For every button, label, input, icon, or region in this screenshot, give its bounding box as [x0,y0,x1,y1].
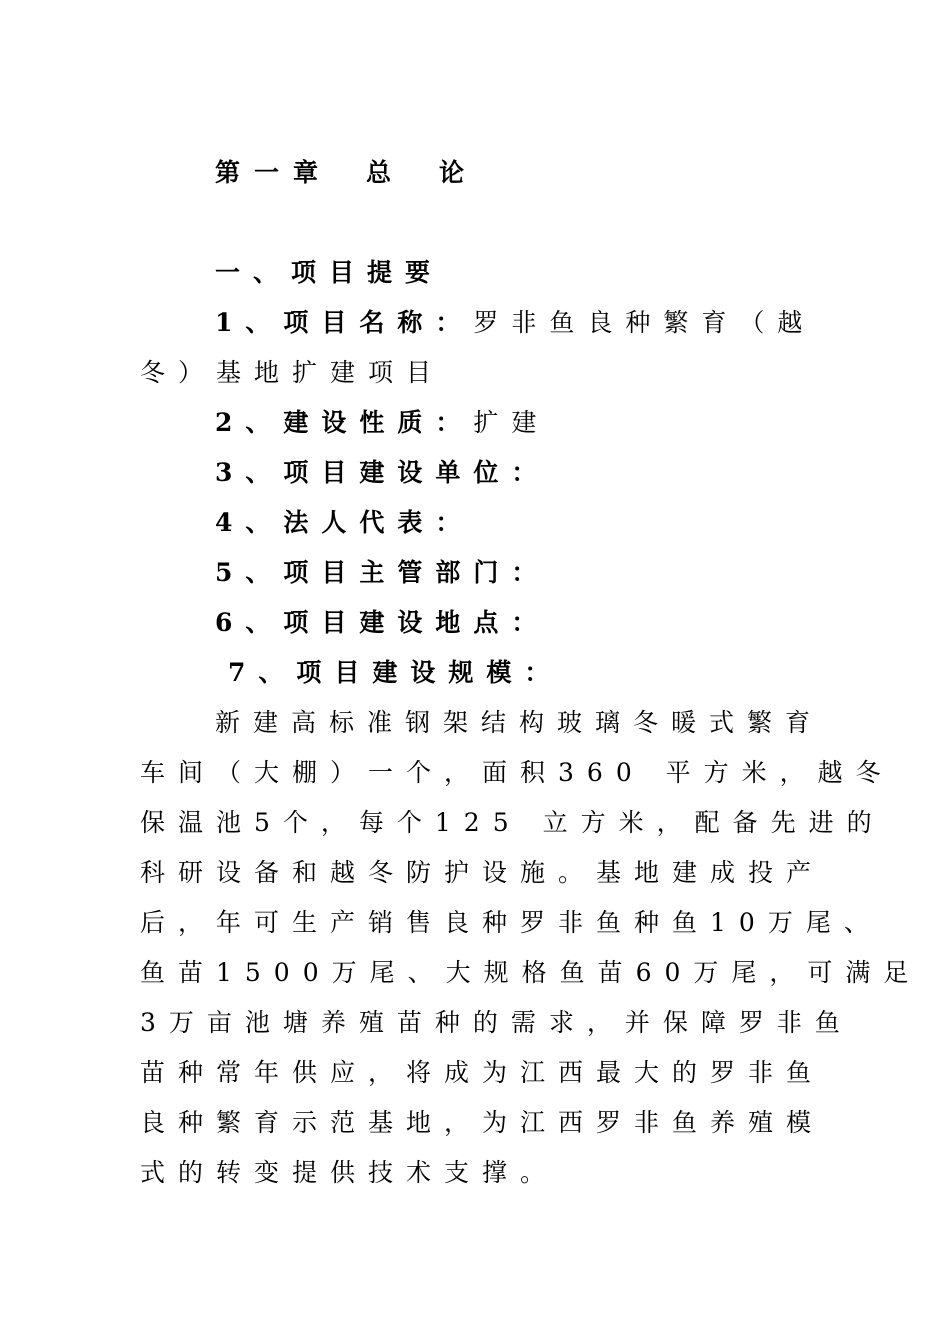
item-1 [215,308,815,338]
section-heading: 一、项目提要 [215,258,444,287]
chapter-prefix: 第一章 [215,158,333,187]
paragraph-line: 保温池5个，每个125 立方米，配备先进的 [140,808,885,837]
item-6-label: 6、项目建设地点： [215,608,550,637]
paragraph-line: 苗种常年供应，将成为江西最大的罗非鱼 [140,1058,825,1087]
chapter-word-2: 论 [439,158,479,187]
item-3-label: 3、项目建设单位： [215,458,550,487]
paragraph-line: 科研设备和越冬防护设施。基地建成投产 [140,858,825,887]
paragraph-line: 式的转变提供技术支撑。 [140,1158,559,1187]
paragraph-line: 鱼苗1500万尾、大规格鱼苗60万尾，可满足 [140,958,922,987]
item-2-value: 扩建 [473,408,550,437]
paragraph-line: 车间（大棚）一个，面积360 平方米，越冬 [140,758,894,787]
item-4-label: 4、法人代表： [215,508,474,537]
chapter-word-1: 总 [366,158,406,187]
item-5-label: 5、项目主管部门： [215,558,550,587]
item-2 [215,408,549,438]
paragraph-line: 3万亩池塘养殖苗种的需求，并保障罗非鱼 [140,1008,853,1037]
paragraph-line: 新建高标准钢架结构玻璃冬暖式繁育 [215,708,824,737]
paragraph-line: 后，年可生产销售良种罗非鱼种鱼10万尾、 [140,908,882,937]
item-1-continuation: 冬）基地扩建项目 [140,358,445,387]
item-2-label: 2、建设性质： [215,408,474,437]
item-1-value: 罗非鱼良种繁育（越 [473,308,816,337]
chapter-title [215,158,478,188]
item-7-label: 7、项目建设规模： [228,658,563,687]
item-1-label: 1、项目名称： [215,308,474,337]
paragraph-line: 良种繁育示范基地，为江西罗非鱼养殖模 [140,1108,825,1137]
